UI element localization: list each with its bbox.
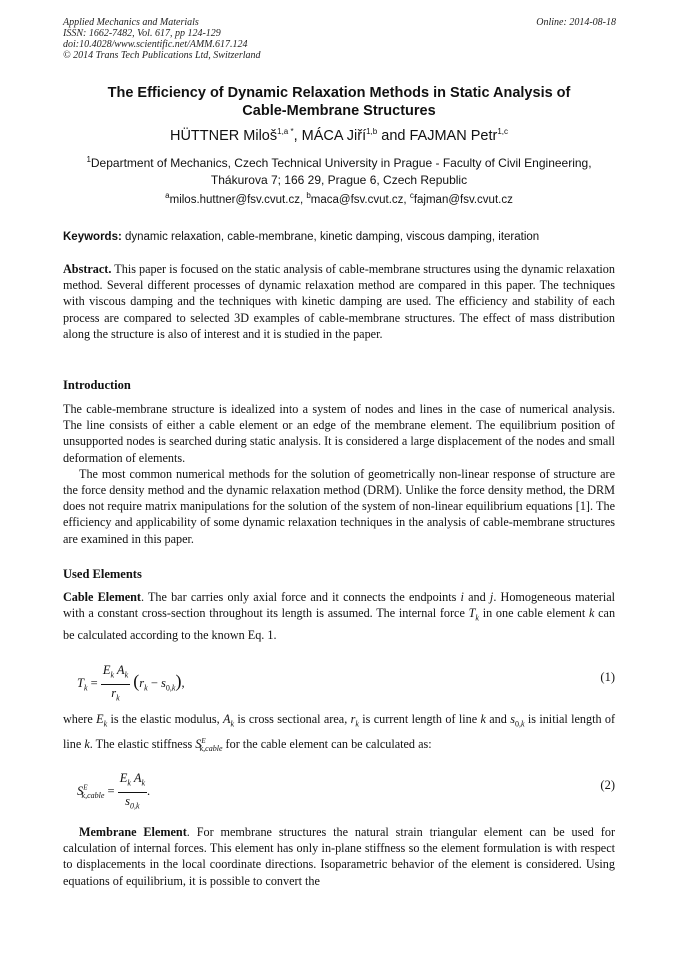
cable-text-2: . Homogeneous material with a constant cross-section throughout its length is assumed. The internal force: [63, 590, 616, 621]
abstract: [63, 261, 615, 342]
issn: ISSN: 1662-7482, Vol. 617, pp 124-129: [63, 28, 221, 39]
equation-1: [63, 658, 615, 702]
copyright: © 2014 Trans Tech Publications Ltd, Switzerland: [63, 50, 261, 61]
where-text-8: for the cable element can be calculated as:: [225, 736, 432, 751]
email-list: [63, 193, 615, 208]
paper-title: [63, 84, 615, 120]
affiliation-line-2: Thákurova 7; 166 29, Prague 6, Czech Republic: [210, 173, 468, 187]
online-date: Online: 2014-08-18: [536, 17, 616, 28]
cable-element-paragraph: [63, 589, 615, 643]
author-3: FAJMAN Petr: [409, 128, 498, 144]
email-a-sup: a: [165, 191, 170, 201]
doi: doi:10.4028/www.scientific.net/AMM.617.124: [63, 39, 248, 50]
author-1-sup: 1,a *: [277, 127, 294, 137]
journal-name: Applied Mechanics and Materials: [63, 17, 199, 28]
var-k: k: [588, 606, 595, 621]
equation-1-formula: $T_k$ = $\frac{E_k A_k}{r_k}$ $(r_k - s_{0,k})$,: [77, 663, 185, 702]
cable-text-1: . The bar carries only axial force and it connects the endpoints: [140, 590, 457, 604]
where-text-3: is cross sectional area,: [237, 712, 348, 726]
var-tk: $T_k$: [468, 606, 479, 623]
intro-paragraph-1: The cable-membrane structure is idealized into a system of nodes and lines in the case of numerical analysis. The line consists of either a cable element or an edge of the membrane element. The equilibrium position of unsupported nodes is searched during static analysis. It is considered a large displacement of the nodes and small deformation of elements.: [63, 402, 615, 465]
where-text-2: is the elastic modulus,: [110, 712, 220, 726]
cable-text-4: can be calculated according to the known Eq. 1.: [63, 606, 616, 642]
cable-text-3: in one cable element: [482, 606, 586, 621]
email-b-sup: b: [306, 191, 311, 201]
introduction-heading: Introduction: [63, 378, 131, 392]
var-i: i: [460, 590, 464, 604]
membrane-text: . For membrane structures the natural strain triangular element can be used for calculation of internal forces. This element has only in-plane stiffness so the element formulation is with respect to displacements in the local coordinate directions. Isoparametric behavior of the element is considered. Using equations of equilibrium, it is possible to convert the: [63, 825, 616, 888]
where-text-5: and: [489, 712, 507, 726]
equation-1-number: (1): [600, 670, 615, 684]
affiliation-sup: 1: [86, 155, 91, 164]
author-list: HÜTTNER Miloš$^{1,a *}$, MÁCA Jiří$^{1,b}$ and FAJMAN Petr$^{1,c}$: [169, 127, 508, 144]
equation-2-number: (2): [600, 778, 615, 792]
author-3-sup: 1,c: [497, 127, 508, 137]
abstract-label: Abstract.: [63, 262, 112, 276]
where-text-7: . The elastic stiffness: [89, 736, 193, 751]
title-line-2: Cable-Membrane Structures: [242, 103, 436, 119]
affiliation-line-1: Department of Mechanics, Czech Technical University in Prague - Faculty of Civil Engineering,: [90, 156, 592, 170]
journal-header: [63, 17, 261, 61]
introduction-body: [63, 401, 615, 547]
equation-2: [63, 766, 615, 808]
cable-and: and: [468, 590, 486, 604]
used-elements-heading: Used Elements: [63, 567, 142, 581]
where-text-6: is initial length of line: [63, 712, 616, 751]
email-a[interactable]: milos.huttner@fsv.cvut.cz,: [169, 194, 304, 206]
intro-paragraph-2: The most common numerical methods for the solution of geometrically non-linear response of structure are the force density method and the dynamic relaxation method (DRM). Unlike the force density method, the DRM does not require matrix manipulations for the solution of the system of non-linear equilibrium equations [1]. The efficiency and applicability of some dynamic relaxation techniques in the analysis of cable-membrane structures are examined in this paper.: [63, 466, 615, 546]
email-c[interactable]: fajman@fsv.cvut.cz: [413, 194, 513, 206]
abstract-text: This paper is focused on the static analysis of cable-membrane structures using the dynamic relaxation method. Several different processes of dynamic relaxation method are compared in this paper. The techniques with viscous damping and the techniques with kinetic damping are used. The efficiency and stability of each process are compared to selected 3D examples of cable-membrane structures. The effect of mass distribution along the structure is also of interest and it is studied in the paper.: [63, 262, 615, 341]
affiliation: [63, 155, 615, 189]
author-and: and: [381, 128, 406, 144]
where-text-4: is current length of line: [362, 712, 478, 726]
author-1: HÜTTNER Miloš: [169, 128, 278, 144]
membrane-element-paragraph: [63, 824, 615, 889]
author-2-sup: 1,b: [366, 127, 378, 137]
cable-element-label: Cable Element: [63, 590, 141, 604]
email-c-sup: c: [409, 191, 414, 201]
email-b[interactable]: maca@fsv.cvut.cz,: [310, 194, 407, 206]
var-j: j: [489, 590, 494, 604]
author-2: MÁCA Jiří: [301, 128, 367, 144]
keywords-text: dynamic relaxation, cable-membrane, kinetic damping, viscous damping, iteration: [125, 231, 540, 243]
where-paragraph: where $E_k$ is the elastic modulus, $A_k$ is cross sectional area, $r_k$ is current length of line k and $s_{0,k}$ is initial length of line k. The elastic stiffness $S^E_{k,cable}$ for the cable element can be calculated as:: [63, 712, 616, 754]
where-text-1: where: [63, 712, 93, 726]
membrane-element-label: Membrane Element: [79, 825, 187, 839]
title-line-1: The Efficiency of Dynamic Relaxation Methods in Static Analysis of: [107, 85, 571, 101]
keywords: [63, 230, 623, 245]
equation-2-formula: $S^E_{k,cable}$ = $\frac{E_k A_k}{s_{0,k}}$ .: [77, 771, 151, 810]
keywords-label: Keywords:: [63, 231, 122, 243]
